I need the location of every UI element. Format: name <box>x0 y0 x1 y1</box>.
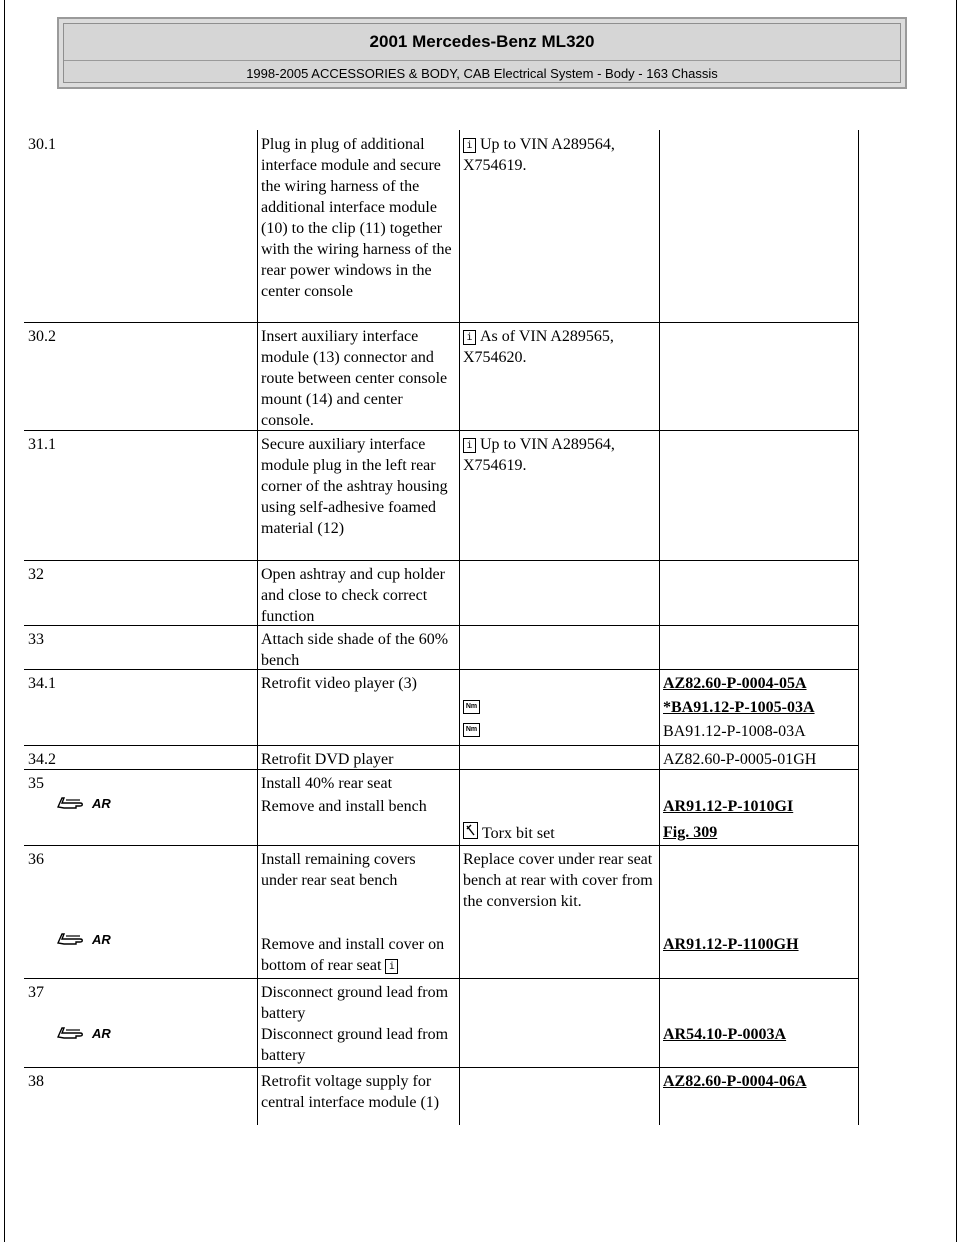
page-border-right <box>956 0 957 1242</box>
sub-action <box>261 934 457 976</box>
reference-link[interactable]: AR91.12-P-1010GI <box>663 798 794 815</box>
step-action: Install 40% rear seat <box>261 775 393 792</box>
step-number: 37 <box>28 984 44 1001</box>
ar-label: AR <box>92 1026 111 1041</box>
step-number: 35 <box>28 775 44 792</box>
step-note: Replace cover under rear seat bench at rear with cover from the conversion kit. <box>463 851 653 910</box>
row-divider <box>24 845 859 846</box>
info-icon[interactable]: i <box>385 959 398 974</box>
removal-procedure-icon <box>56 1025 126 1046</box>
step-number: 33 <box>28 631 44 648</box>
removal-procedure-icon <box>56 795 126 816</box>
step-action: Secure auxiliary interface module plug in the left rear corner of the ashtray housing using self-adhesive foamed material (12) <box>261 436 448 537</box>
reference-link[interactable]: *BA91.12-P-1005-03A <box>663 699 815 716</box>
torque-icon: Nm <box>463 700 480 714</box>
step-number: 31.1 <box>28 436 56 453</box>
info-icon[interactable]: i <box>463 330 476 345</box>
step-action: Open ashtray and cup holder and close to check correct function <box>261 566 445 625</box>
step-action: Install remaining covers under rear seat bench <box>261 851 416 889</box>
sub-action: Disconnect ground lead from battery <box>261 1026 449 1064</box>
column-divider <box>257 130 258 1125</box>
page-border-left <box>4 0 5 1242</box>
row-divider <box>24 745 859 746</box>
document-subtitle: 1998-2005 ACCESSORIES & BODY, CAB Electrical System - Body - 163 Chassis <box>246 66 718 81</box>
step-action: Retrofit video player (3) <box>261 675 417 692</box>
hand-pointer-icon <box>56 931 126 947</box>
reference-link[interactable]: AZ82.60-P-0004-06A <box>663 1073 807 1090</box>
header-panel <box>63 23 901 83</box>
step-number: 36 <box>28 851 44 868</box>
step-note <box>463 134 653 176</box>
step-action: Insert auxiliary interface module (13) connector and route between center console mount (14) and center console. <box>261 328 448 429</box>
step-action: Attach side shade of the 60% bench <box>261 631 449 669</box>
tool-name: Torx bit set <box>482 825 555 842</box>
removal-procedure-icon <box>56 931 126 952</box>
reference-link[interactable]: AR54.10-P-0003A <box>663 1026 787 1043</box>
info-icon[interactable]: i <box>463 438 476 453</box>
step-number: 38 <box>28 1073 44 1090</box>
header-divider <box>64 60 900 61</box>
column-divider <box>459 130 460 1125</box>
info-icon[interactable]: i <box>463 138 476 153</box>
document-header <box>57 17 907 89</box>
note-text: Up to VIN A289564, X754619. <box>463 436 615 474</box>
row-divider <box>24 322 859 323</box>
note-text: As of VIN A289565, X754620. <box>463 328 614 366</box>
step-action: Disconnect ground lead from battery <box>261 984 449 1022</box>
step-number: 30.2 <box>28 328 56 345</box>
reference-link[interactable]: AZ82.60-P-0004-05A <box>663 675 807 692</box>
tool-icon <box>463 822 478 839</box>
column-divider <box>858 130 859 1125</box>
row-divider <box>24 560 859 561</box>
column-divider <box>659 130 660 1125</box>
tool-note <box>463 822 555 844</box>
row-divider <box>24 1067 859 1068</box>
step-number: 32 <box>28 566 44 583</box>
step-action: Retrofit DVD player <box>261 751 394 768</box>
step-action: Retrofit voltage supply for central interface module (1) <box>261 1073 440 1111</box>
sub-action-text: Remove and install cover on bottom of rear seat <box>261 936 445 974</box>
hand-pointer-icon <box>56 1025 126 1041</box>
reference-link[interactable]: AR91.12-P-1100GH <box>663 936 799 953</box>
step-number: 34.1 <box>28 675 56 692</box>
step-action: Plug in plug of additional interface module and secure the wiring harness of the additional interface module (10) to the clip (11) together with the wiring harness of the rear power windows in the center console <box>261 136 452 300</box>
hand-pointer-icon <box>56 795 126 811</box>
note-text: Up to VIN A289564, X754619. <box>463 136 615 174</box>
row-divider <box>24 978 859 979</box>
figure-link[interactable]: Fig. 309 <box>663 824 718 841</box>
step-note <box>463 434 653 476</box>
step-number: 30.1 <box>28 136 56 153</box>
reference-text: AZ82.60-P-0005-01GH <box>663 751 817 768</box>
ar-label: AR <box>92 932 111 947</box>
document-title: 2001 Mercedes-Benz ML320 <box>369 32 595 51</box>
reference-text: BA91.12-P-1008-03A <box>663 723 806 740</box>
step-note <box>463 326 653 368</box>
step-number: 34.2 <box>28 751 56 768</box>
torque-icon: Nm <box>463 723 480 737</box>
ar-label: AR <box>92 796 111 811</box>
sub-action: Remove and install bench <box>261 798 427 815</box>
